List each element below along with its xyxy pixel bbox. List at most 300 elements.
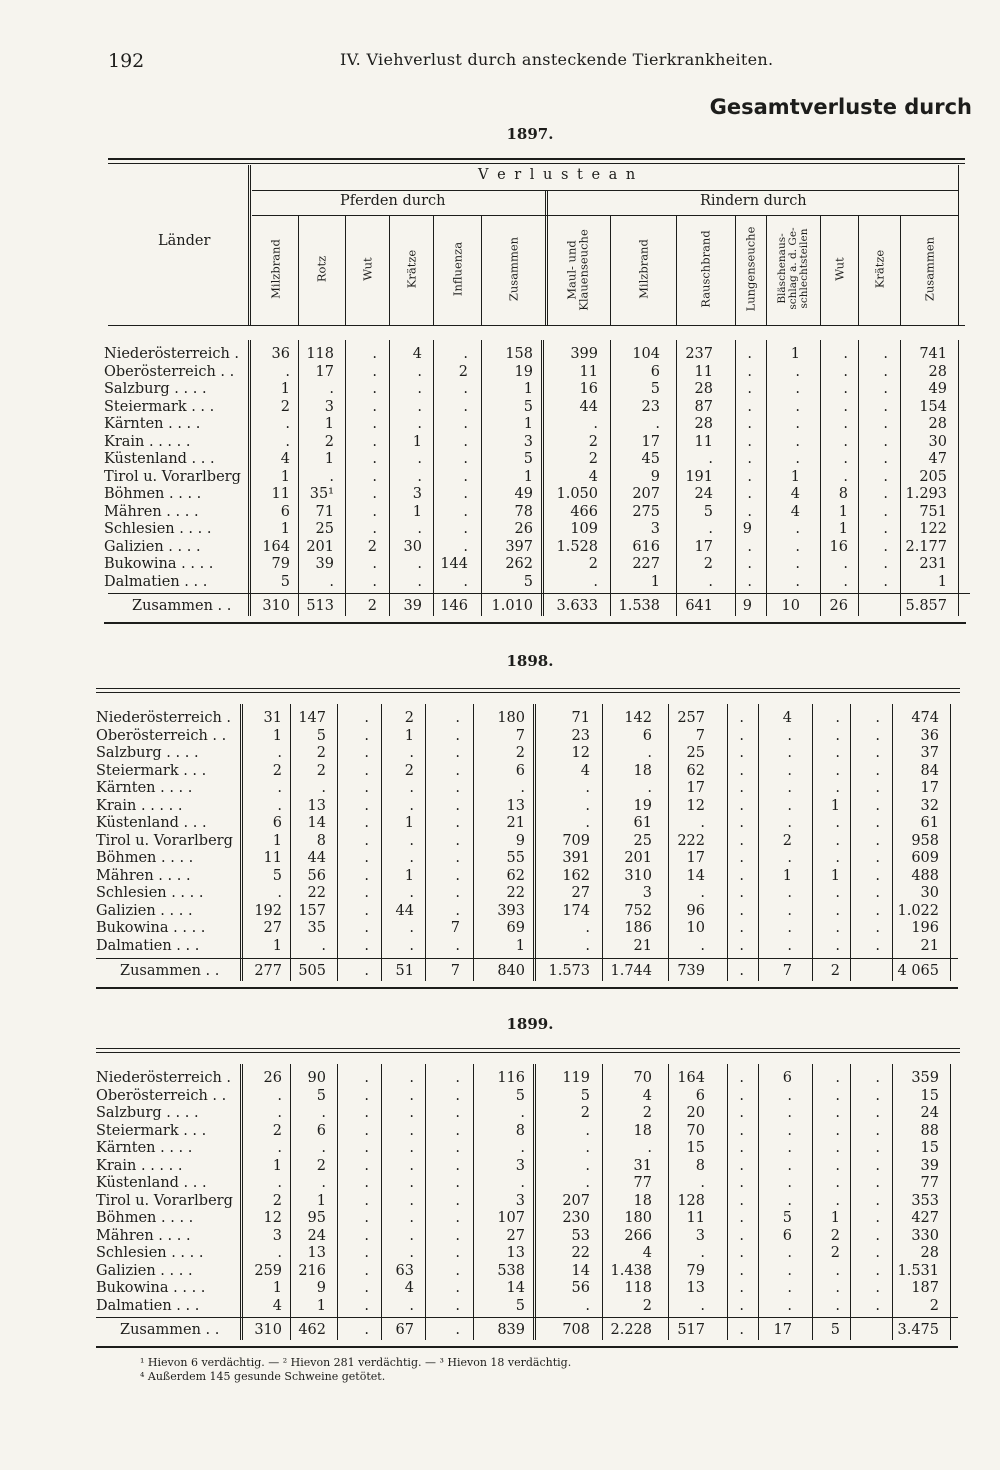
table-cell: 2.177: [905, 538, 947, 555]
table-cell: 12: [263, 1210, 282, 1226]
table-cell: 21: [506, 815, 525, 831]
table-cell: 4: [642, 1087, 652, 1104]
table-cell: .: [364, 937, 369, 954]
table-cell: .: [843, 363, 848, 380]
table-cell: .: [875, 1175, 880, 1191]
table-cell: 2: [782, 832, 792, 849]
table-cell: 488: [911, 867, 939, 884]
table-cell: .: [787, 797, 792, 814]
table-cell: .: [364, 1157, 369, 1174]
table-cell: 2: [316, 1157, 326, 1174]
table-cell: 275: [632, 503, 660, 520]
table-cell: .: [795, 416, 800, 432]
table-cell: .: [875, 920, 880, 936]
table-cell: 35: [307, 920, 326, 936]
table-cell: 62: [686, 762, 705, 779]
header-verluste: V e r l u s t e a n: [478, 167, 638, 183]
table-cell: 359: [911, 1070, 939, 1086]
table-cell: .: [372, 573, 377, 590]
table-cell: .: [875, 867, 880, 884]
table-cell: 128: [677, 1192, 705, 1209]
table-cell: .: [463, 503, 468, 520]
table-cell: 13: [686, 1280, 705, 1296]
table-cell: .: [372, 556, 377, 572]
table-cell: 23: [571, 727, 590, 744]
table-cell: 7: [695, 727, 705, 744]
table-cell: 2: [515, 745, 525, 761]
table-cell: 36: [271, 346, 290, 362]
table-cell: 14: [571, 1262, 590, 1279]
table-cell: 20: [686, 1105, 705, 1121]
table-cell: .: [277, 1175, 282, 1191]
total-cell: 505: [298, 963, 326, 979]
table-cell: .: [455, 727, 460, 744]
table-cell: 5: [316, 1087, 326, 1104]
table-cell: 2: [316, 745, 326, 761]
table-cell: .: [364, 867, 369, 884]
table-cell: .: [739, 727, 744, 744]
table-cell: .: [843, 398, 848, 415]
table-cell: .: [585, 780, 590, 796]
total-cell: 4 065: [897, 963, 939, 979]
table-cell: 310: [624, 867, 652, 884]
table-cell: .: [364, 745, 369, 761]
total-cell: .: [364, 963, 369, 979]
table-cell: 36: [920, 727, 939, 744]
table-cell: .: [835, 780, 840, 796]
land-name: Böhmen . . . .: [96, 850, 194, 866]
column-header-5: Influenza: [450, 241, 464, 297]
table-cell: .: [835, 1175, 840, 1191]
table-cell: .: [787, 1262, 792, 1279]
table-cell: 609: [911, 850, 939, 866]
total-cell: 3.475: [897, 1322, 939, 1338]
land-name: Salzburg . . . .: [96, 1105, 199, 1121]
table-cell: 11: [694, 363, 713, 380]
table-cell: .: [835, 920, 840, 936]
table-cell: .: [463, 381, 468, 397]
table-cell: .: [321, 780, 326, 796]
table-cell: 3: [412, 486, 422, 502]
table-cell: .: [364, 885, 369, 901]
table-cell: .: [463, 538, 468, 555]
table-cell: 3: [695, 1227, 705, 1244]
table-cell: .: [835, 1262, 840, 1279]
table-cell: 397: [505, 538, 533, 555]
table-cell: .: [795, 363, 800, 380]
table-cell: .: [455, 1122, 460, 1139]
total-cell: 3.633: [556, 598, 598, 614]
table-cell: 7: [515, 727, 525, 744]
table-cell: .: [364, 780, 369, 796]
table-cell: 2: [642, 1297, 652, 1314]
table-cell: 11: [686, 1210, 705, 1226]
table-cell: .: [883, 346, 888, 362]
table-cell: .: [835, 1122, 840, 1139]
table-cell: 1: [782, 867, 792, 884]
table-cell: 752: [624, 902, 652, 919]
table-cell: .: [520, 780, 525, 796]
table-cell: .: [364, 815, 369, 831]
table-cell: .: [747, 451, 752, 467]
table-cell: 4: [580, 762, 590, 779]
table-cell: 56: [571, 1280, 590, 1296]
table-cell: 17: [686, 780, 705, 796]
table-cell: 14: [506, 1280, 525, 1296]
column-header-2: Rotz: [314, 255, 329, 283]
table-cell: .: [463, 486, 468, 502]
table-cell: .: [277, 780, 282, 796]
table-cell: 162: [562, 867, 590, 884]
table-cell: .: [875, 832, 880, 849]
table-cell: .: [455, 832, 460, 849]
table-cell: .: [520, 1105, 525, 1121]
land-name: Niederösterreich .: [96, 1070, 232, 1086]
table-cell: 174: [562, 902, 590, 919]
table-cell: .: [364, 1140, 369, 1156]
table-cell: .: [417, 416, 422, 432]
table-cell: 2: [316, 762, 326, 779]
table-cell: 44: [395, 902, 414, 919]
total-cell: 39: [403, 598, 422, 614]
land-name: Krain . . . . .: [96, 1157, 183, 1174]
table-cell: .: [787, 780, 792, 796]
table-cell: 12: [686, 797, 705, 814]
table-cell: .: [277, 1140, 282, 1156]
table-cell: 61: [920, 815, 939, 831]
total-cell: 1.538: [618, 598, 660, 614]
table-cell: 88: [920, 1122, 939, 1139]
table-cell: 1: [830, 797, 840, 814]
total-label: Zusammen . .: [132, 598, 232, 614]
table-cell: 3: [324, 398, 334, 415]
table-cell: 1.531: [897, 1262, 939, 1279]
table-cell: .: [739, 1245, 744, 1261]
table-cell: 3: [272, 1227, 282, 1244]
table-cell: .: [883, 503, 888, 520]
table-cell: 4: [642, 1245, 652, 1261]
table-cell: .: [835, 1087, 840, 1104]
table-cell: 37: [920, 745, 939, 761]
table-cell: .: [277, 1087, 282, 1104]
table-cell: .: [285, 363, 290, 380]
table-cell: .: [593, 573, 598, 590]
table-cell: 13: [506, 797, 525, 814]
column-header-13: Krätze: [872, 249, 886, 289]
table-cell: .: [455, 1087, 460, 1104]
table-cell: 12: [571, 745, 590, 761]
page-number: 192: [108, 50, 145, 72]
table-cell: 18: [633, 1192, 652, 1209]
table-cell: .: [739, 867, 744, 884]
table-cell: .: [875, 937, 880, 954]
land-name: Küstenland . . .: [104, 451, 215, 467]
table-cell: 2: [272, 1192, 282, 1209]
table-cell: 17: [920, 780, 939, 796]
table-cell: .: [747, 486, 752, 502]
table-cell: 1: [272, 1280, 282, 1296]
table-cell: 2: [588, 556, 598, 572]
table-cell: 2: [703, 556, 713, 572]
table-cell: .: [409, 1210, 414, 1226]
footnote-1: ¹ Hievon 6 verdächtig. — ² Hievon 281 verdächtig. — ³ Hievon 18 verdächtig.: [140, 1356, 572, 1369]
table-cell: 330: [911, 1227, 939, 1244]
table-cell: .: [708, 451, 713, 467]
table-cell: .: [787, 1280, 792, 1296]
table-cell: 201: [306, 538, 334, 555]
table-cell: .: [417, 398, 422, 415]
table-cell: 5: [523, 573, 533, 590]
year-heading-1899: 1899.: [506, 1015, 554, 1033]
table-cell: 11: [271, 486, 290, 502]
table-cell: .: [875, 1122, 880, 1139]
table-cell: .: [739, 1280, 744, 1296]
table-cell: 2: [324, 433, 334, 450]
table-cell: .: [364, 902, 369, 919]
table-cell: .: [321, 1105, 326, 1121]
table-cell: .: [835, 1297, 840, 1314]
table-cell: .: [747, 363, 752, 380]
table-cell: .: [700, 815, 705, 831]
table-cell: 27: [263, 920, 282, 936]
total-cell: 9: [742, 598, 752, 614]
table-cell: 21: [920, 937, 939, 954]
table-cell: 95: [307, 1210, 326, 1226]
table-cell: .: [364, 1245, 369, 1261]
table-cell: 19: [633, 797, 652, 814]
table-cell: .: [883, 363, 888, 380]
land-name: Galizien . . . .: [96, 1262, 193, 1279]
table-cell: .: [417, 451, 422, 467]
table-cell: .: [875, 780, 880, 796]
table-cell: 49: [514, 486, 533, 502]
table-cell: 1: [280, 468, 290, 485]
table-cell: 78: [514, 503, 533, 520]
table-cell: 5: [523, 398, 533, 415]
table-cell: 2: [280, 398, 290, 415]
table-cell: .: [787, 1245, 792, 1261]
table-cell: .: [409, 1245, 414, 1261]
table-cell: 227: [632, 556, 660, 572]
table-cell: 25: [686, 745, 705, 761]
table-cell: .: [585, 797, 590, 814]
table-cell: 24: [307, 1227, 326, 1244]
total-cell: 517: [677, 1322, 705, 1338]
table-cell: 1: [404, 815, 414, 831]
table-cell: 3: [515, 1157, 525, 1174]
table-cell: 5: [650, 381, 660, 397]
table-cell: .: [455, 815, 460, 831]
table-cell: 6: [316, 1122, 326, 1139]
table-cell: 474: [911, 710, 939, 726]
table-cell: .: [747, 556, 752, 572]
table-cell: .: [739, 1105, 744, 1121]
table-cell: .: [739, 780, 744, 796]
table-cell: 466: [570, 503, 598, 520]
total-cell: 7: [450, 963, 460, 979]
table-cell: 230: [562, 1210, 590, 1226]
table-cell: 1: [272, 832, 282, 849]
table-cell: 18: [633, 762, 652, 779]
table-cell: 201: [624, 850, 652, 866]
table-cell: 24: [694, 486, 713, 502]
header-rindern: Rindern durch: [700, 193, 807, 209]
table-cell: 1.438: [610, 1262, 652, 1279]
table-cell: .: [329, 573, 334, 590]
table-cell: 15: [686, 1140, 705, 1156]
table-cell: 47: [928, 451, 947, 467]
land-name: Böhmen . . . .: [96, 1210, 194, 1226]
table-cell: .: [875, 885, 880, 901]
land-name: Oberösterreich . .: [96, 727, 227, 744]
land-name: Dalmatien . . .: [96, 937, 200, 954]
table-cell: .: [409, 1157, 414, 1174]
table-cell: .: [739, 745, 744, 761]
table-cell: 7: [450, 920, 460, 936]
table-cell: 1: [272, 1157, 282, 1174]
table-cell: 10: [686, 920, 705, 936]
table-cell: .: [455, 1192, 460, 1209]
table-cell: .: [593, 416, 598, 432]
table-cell: 118: [624, 1280, 652, 1296]
table-cell: 144: [440, 556, 468, 572]
table-cell: 9: [650, 468, 660, 485]
table-cell: 3: [642, 885, 652, 901]
land-name: Niederösterreich .: [104, 346, 240, 362]
table-cell: 45: [641, 451, 660, 467]
table-cell: .: [883, 521, 888, 537]
table-cell: 2: [272, 1122, 282, 1139]
table-cell: .: [875, 1262, 880, 1279]
table-cell: .: [409, 1122, 414, 1139]
table-cell: .: [463, 346, 468, 362]
total-cell: 1.010: [491, 598, 533, 614]
table-cell: .: [364, 1297, 369, 1314]
table-cell: 14: [307, 815, 326, 831]
table-cell: 1: [272, 937, 282, 954]
land-name: Bukowina . . . .: [104, 556, 214, 572]
table-cell: 2: [458, 363, 468, 380]
column-header-1: Milzbrand: [268, 239, 282, 299]
table-cell: .: [329, 381, 334, 397]
table-cell: 1: [412, 503, 422, 520]
table-cell: .: [417, 363, 422, 380]
table-cell: 262: [505, 556, 533, 572]
table-cell: .: [835, 832, 840, 849]
table-cell: 18: [633, 1122, 652, 1139]
table-cell: 2: [588, 451, 598, 467]
table-cell: .: [835, 710, 840, 726]
land-name: Galizien . . . .: [104, 538, 201, 555]
table-cell: .: [747, 433, 752, 450]
table-cell: .: [843, 468, 848, 485]
table-cell: .: [277, 745, 282, 761]
column-header-9: Rauschbrand: [698, 230, 713, 308]
table-cell: .: [455, 1157, 460, 1174]
table-cell: 19: [514, 363, 533, 380]
table-cell: .: [417, 381, 422, 397]
table-cell: 27: [506, 1227, 525, 1244]
total-cell: 462: [298, 1322, 326, 1338]
land-name: Schlesien . . . .: [96, 1245, 204, 1261]
table-cell: 1: [523, 416, 533, 432]
table-cell: 205: [919, 468, 947, 485]
table-cell: .: [372, 433, 377, 450]
table-cell: 2: [830, 1245, 840, 1261]
table-cell: .: [739, 850, 744, 866]
table-cell: .: [739, 885, 744, 901]
table-cell: 25: [315, 521, 334, 537]
table-cell: .: [843, 416, 848, 432]
table-cell: .: [835, 1280, 840, 1296]
table-cell: 26: [514, 521, 533, 537]
table-cell: .: [739, 1070, 744, 1086]
table-cell: 196: [911, 920, 939, 936]
table-cell: 1: [515, 937, 525, 954]
land-name: Tirol u. Vorarlberg: [96, 832, 233, 849]
table-cell: .: [875, 1140, 880, 1156]
table-cell: .: [364, 920, 369, 936]
table-cell: .: [409, 1070, 414, 1086]
table-cell: 538: [497, 1262, 525, 1279]
land-name: Steiermark . . .: [96, 1122, 207, 1139]
land-name: Salzburg . . . .: [104, 381, 207, 397]
table-cell: .: [463, 398, 468, 415]
table-cell: .: [787, 1297, 792, 1314]
table-cell: .: [747, 398, 752, 415]
table-cell: 13: [307, 1245, 326, 1261]
table-cell: 25: [633, 832, 652, 849]
table-cell: .: [875, 1227, 880, 1244]
table-cell: .: [417, 468, 422, 485]
table-cell: 5: [280, 573, 290, 590]
table-cell: 6: [642, 727, 652, 744]
table-cell: .: [787, 1122, 792, 1139]
table-cell: .: [739, 815, 744, 831]
table-cell: .: [277, 1245, 282, 1261]
land-name: Oberösterreich . .: [104, 363, 235, 380]
table-cell: 5: [703, 503, 713, 520]
total-cell: 2: [367, 598, 377, 614]
table-cell: 1: [838, 521, 848, 537]
table-cell: .: [364, 1105, 369, 1121]
table-cell: 1.293: [905, 486, 947, 502]
table-cell: 109: [570, 521, 598, 537]
table-cell: 3: [523, 433, 533, 450]
table-cell: .: [372, 503, 377, 520]
table-cell: .: [463, 416, 468, 432]
table-cell: .: [455, 1227, 460, 1244]
table-cell: .: [455, 1105, 460, 1121]
table-cell: .: [739, 1227, 744, 1244]
table-cell: .: [455, 850, 460, 866]
section-title: Gesamtverluste durch: [709, 95, 972, 119]
table-cell: .: [835, 815, 840, 831]
table-cell: .: [787, 1157, 792, 1174]
table-cell: .: [883, 433, 888, 450]
total-cell: 840: [497, 963, 525, 979]
table-cell: .: [739, 710, 744, 726]
table-cell: 1: [937, 573, 947, 590]
table-cell: 391: [562, 850, 590, 866]
table-cell: 186: [624, 920, 652, 936]
table-cell: .: [321, 1175, 326, 1191]
table-cell: .: [787, 745, 792, 761]
table-cell: .: [647, 745, 652, 761]
total-cell: 739: [677, 963, 705, 979]
table-cell: .: [875, 850, 880, 866]
table-cell: .: [787, 1192, 792, 1209]
